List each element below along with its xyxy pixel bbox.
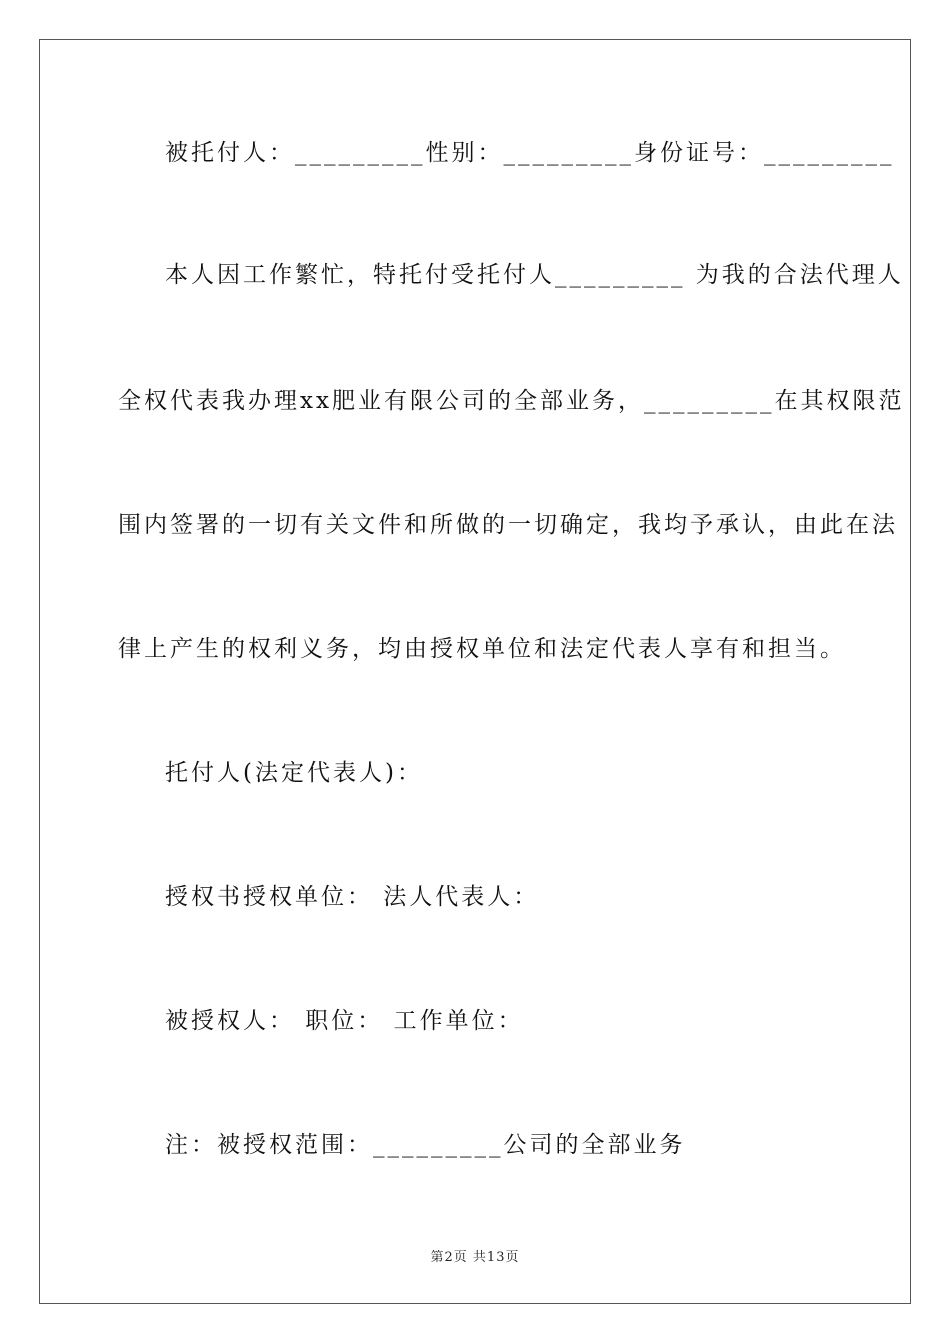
body-paragraph-line-3: 围内签署的一切有关文件和所做的一切确定，我均予承认，由此在法 <box>118 512 898 538</box>
body-paragraph-line-1: 本人因工作繁忙，特托付受托付人_________ 为我的合法代理人 <box>165 262 904 288</box>
principal-signature-line: 托付人(法定代表人)： <box>165 760 423 786</box>
page-border <box>39 39 911 1304</box>
authorizing-unit-line: 授权书授权单位： 法人代表人： <box>165 884 540 910</box>
page-number-footer: 第2页 共13页 <box>430 1250 520 1265</box>
authorization-scope-note: 注：被授权范围：_________公司的全部业务 <box>165 1132 686 1158</box>
body-paragraph-line-4: 律上产生的权利义务，均由授权单位和法定代表人享有和担当。 <box>118 636 846 662</box>
authorized-person-line: 被授权人： 职位： 工作单位： <box>165 1008 524 1034</box>
body-paragraph-line-2: 全权代表我办理xx肥业有限公司的全部业务，_________在其权限范 <box>118 388 905 414</box>
trustee-info-line: 被托付人：_________性别：_________身份证号：_________ <box>165 140 895 166</box>
